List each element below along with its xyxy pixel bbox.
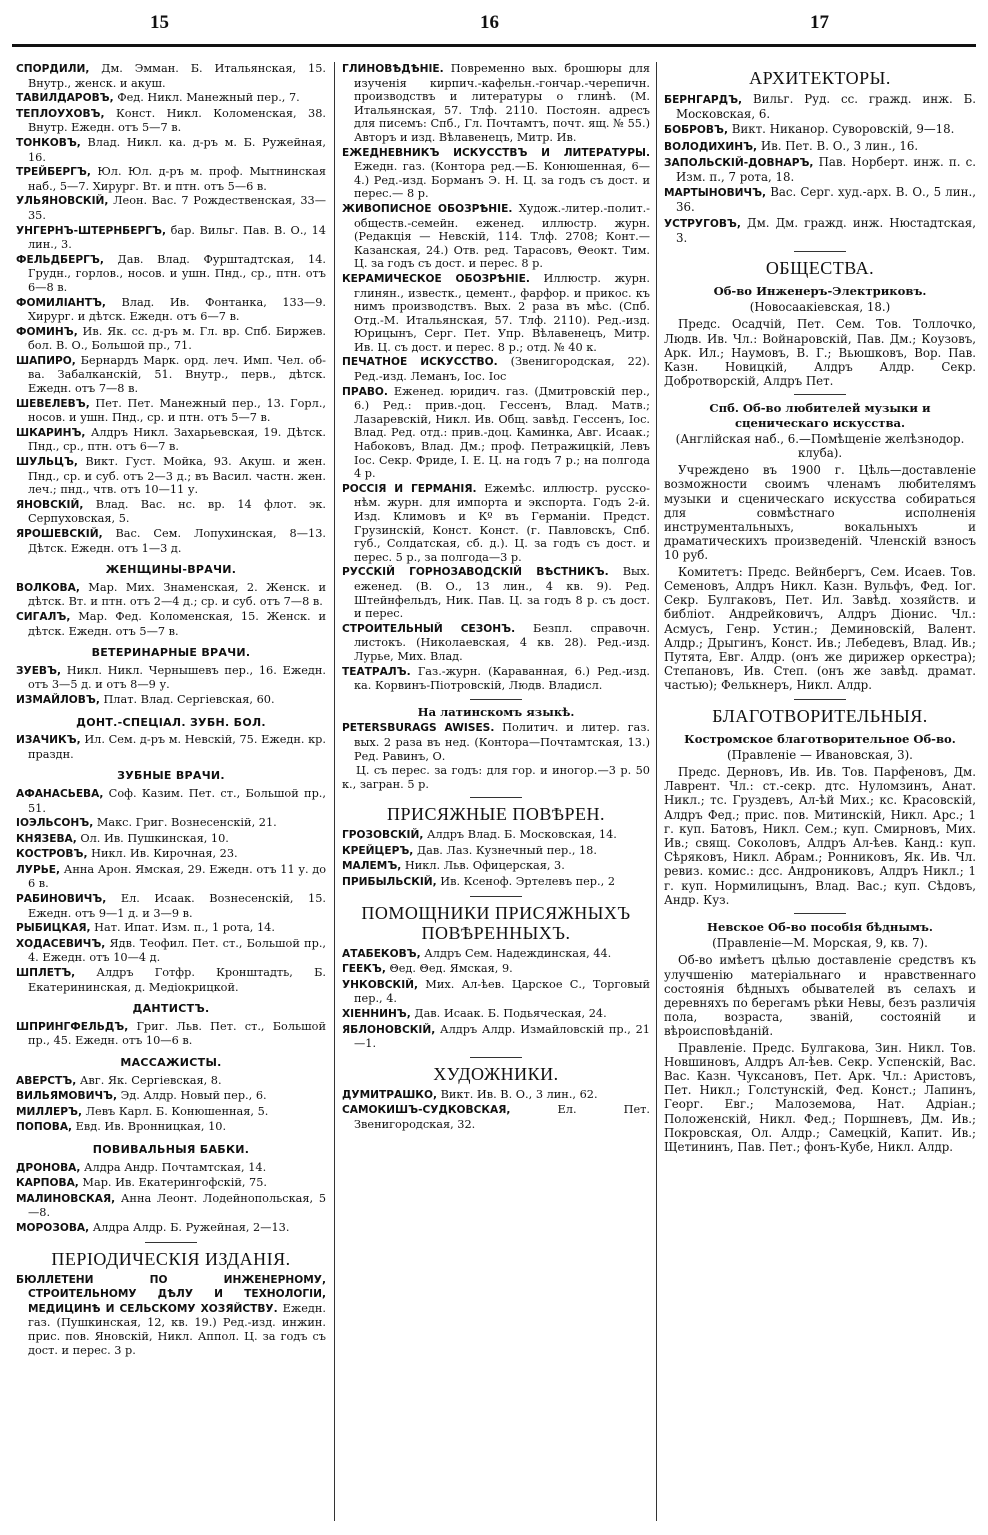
directory-entry xyxy=(16,527,326,555)
subheading: Невское Об-во пособія бѣднымъ. xyxy=(707,919,933,934)
entry-name: СПОРДИЛИ, xyxy=(16,63,90,75)
entry-details: Дав. Лаз. Кузнечный пер., 18. xyxy=(416,843,597,857)
entry-name: РАБИНОВИЧЪ, xyxy=(16,893,107,906)
entry-name: ШУЛЬЦЪ, xyxy=(16,456,78,469)
entry-name: ЕЖЕДНЕВНИКЪ ИСКУССТВЪ И ЛИТЕРАТУРЫ. xyxy=(342,146,650,159)
directory-entry xyxy=(664,155,976,184)
short-divider xyxy=(470,896,522,897)
entry-details: Мар. Мих. Знаменская, 2. Женск. и дѣтск. Вт. и птн. отъ 2—4 д.; ср. и суб. отъ 7—8 в. xyxy=(28,580,326,609)
entry-name: УНГЕРНЪ-ШТЕРНБЕРГЪ, xyxy=(16,224,166,237)
entry-name: УСТРУГОВЪ, xyxy=(664,217,741,230)
entry-name: ШЕВЕЛЕВЪ, xyxy=(16,397,90,410)
entry-details: Леон. Вас. 7 Рождественская, 33—35. xyxy=(28,194,326,222)
entry-details: Анна Леонт. Лодейнопольская, 5—8. xyxy=(28,1191,326,1220)
directory-entry xyxy=(342,622,650,664)
entry-details: Викт. Никанор. Суворовскій, 9—18. xyxy=(731,122,955,137)
directory-entry xyxy=(16,832,326,847)
entry-details: Вых. еженед. (В. О., 13 лин., 4 кв. 9). Ред. Штейнфельдъ, Ник. Пав. Ц. за годъ 8 р. съ дост. и перес. xyxy=(354,565,650,621)
entry-details: Ел. Пет. Звенигородская, 32. xyxy=(354,1103,650,1131)
paragraph: Предс. Осадчій, Пет. Сем. Тов. Толлочко, Людв. Ив. Чл.: Войнаровскій, Пав. Дм.; Коузовъ, Арк. Ил.; Наумовъ, В. Г.; Вьюшковъ, Вор. Пав. Казн. Новицкій, Алдръ Алдр. Секр. Добротворскій, Алдръ Пет. xyxy=(664,317,976,389)
entry-name: ХОДАСЕВИЧЪ, xyxy=(16,937,106,950)
entry-name: УНКОВСКІЙ, xyxy=(342,978,419,991)
entry-details: Никл. Никл. Чернышевъ пер., 16. Ежедн. отъ 3—5 д. и отъ 8—9 у. xyxy=(28,663,326,692)
directory-entry xyxy=(16,1273,326,1358)
entry-details: Ядв. Теофил. Пет. ст., Большой пр., 4. Ежедн. отъ 10—4 д. xyxy=(28,936,326,965)
entry-name: ВИЛЬЯМОВИЧЪ, xyxy=(16,1090,117,1103)
directory-entry xyxy=(16,581,326,609)
entry-name: ШАПИРО, xyxy=(16,354,76,367)
entry-details: Ел. Исаак. Вознесенскій, 15. Ежедн. отъ 9—1 д. и 3—9 в. xyxy=(28,892,326,920)
entry-details: Фед. Никл. Манежный пер., 7. xyxy=(117,91,300,105)
column-3 xyxy=(664,62,976,1521)
page-number-left: 15 xyxy=(150,12,169,33)
entry-details: Мар. Ив. Екатерингофскій, 75. xyxy=(82,1176,268,1190)
major-heading: ОБЩЕСТВА. xyxy=(765,258,875,279)
entry-name: ЗУЕВЪ, xyxy=(16,664,61,677)
directory-entry xyxy=(16,1074,326,1089)
directory-entry xyxy=(342,565,650,620)
entry-name: ТРЕЙБЕРГЪ, xyxy=(16,166,91,179)
entry-name: ЗАПОЛЬСКІЙ-ДОВНАРЪ, xyxy=(664,156,814,169)
entry-name: КЕРАМИЧЕСКОЕ ОБОЗРѢНІЕ. xyxy=(342,272,530,285)
major-heading: ПЕРІОДИЧЕСКІЯ ИЗДАНІЯ. xyxy=(51,1248,291,1269)
paragraph: Учреждено въ 1900 г. Цѣль—доставленіе возможности своимъ членамъ любителямъ музыки и сценическаго искусства собираться для совмѣстнаго исполненія инструментальныхъ, вокальныхъ и драматическихъ произведеній. Членскій взносъ 10 руб. xyxy=(664,463,976,563)
column-divider-left xyxy=(334,62,335,1521)
entry-details: Θед. Θед. Ямская, 9. xyxy=(389,962,513,976)
header-rule xyxy=(12,44,976,47)
entry-details: Алдръ Влад. Б. Московская, 14. xyxy=(427,828,617,842)
major-heading: БЛАГОТВОРИТЕЛЬНЫЯ. xyxy=(712,705,928,726)
directory-entry xyxy=(16,136,326,164)
entry-name: КНЯЗЕВА, xyxy=(16,832,77,845)
directory-entry xyxy=(342,272,650,355)
entry-name: РЫБИЦКАЯ, xyxy=(16,922,91,935)
column-1 xyxy=(16,62,326,1521)
entry-details: Пет. Пет. Манежный пер., 13. Горл., носов. и ушн. Пнд., ср. и птн. отъ 5—7 в. xyxy=(28,396,326,425)
entry-name: ПЕЧАТНОЕ ИСКУССТВО. xyxy=(342,356,498,369)
directory-entry xyxy=(342,1088,650,1103)
entry-name: ДУМИТРАШКО, xyxy=(342,1088,437,1101)
entry-details: Повременно вых. брошюры для изученія кирпич.-кафельн.-гончар.-черепичн. производствъ и литературы о глинѣ. (М. Итальянская, 57. Тлф. 2110. Постоян. адресъ для писемъ: Спб., Гл. Почтамтъ, почт. ящ. № 55.) Авторъ и изд. Вѣлавенецъ, Митр. Ив. xyxy=(354,62,650,144)
subheading: Об-во Инженеръ-Электриковъ. xyxy=(713,284,927,299)
entry-details: Ил. Сем. д-ръ м. Невскій, 75. Ежедн. кр. праздн. xyxy=(28,733,326,761)
entry-name: СТРОИТЕЛЬНЫЙ СЕЗОНЪ. xyxy=(342,622,516,635)
entry-name: ТАВИЛДАРОВЪ, xyxy=(16,92,114,105)
entry-details: Еженед. юридич. газ. (Дмитровскій пер., 6.) Ред.: прив.-доц. Гессенъ, Влад. Матв.; Лазаревскій, Никл. Ив. Общ. завѣд. Гессенъ, Іос. Влад. Ред. отд.: прив.-доц. Каминка, Авг. Исаак.; Набоковъ, Влад. Дм.; проф. Петражицкій, Левъ Іос. Секр. Фриде, І. Е. Ц. на годъ 7 р.; на полгода 4 р. xyxy=(354,384,650,481)
entry-name: БЕРНГАРДЪ, xyxy=(664,94,743,106)
entry-details: Мих. Ал-ѣев. Царское С., Торговый пер., 4. xyxy=(354,977,650,1006)
directory-entry xyxy=(664,216,976,245)
entry-name: ЖИВОПИСНОЕ ОБОЗРѢНІЕ. xyxy=(342,202,513,215)
directory-entry xyxy=(342,482,650,565)
entry-name: ЯБЛОНОВСКІЙ, xyxy=(342,1023,436,1036)
directory-entry xyxy=(664,139,976,154)
directory-entry xyxy=(16,1105,326,1120)
entry-details: Никл. Ив. Кирочная, 23. xyxy=(91,847,238,861)
entry-name: АФАНАСЬЕВА, xyxy=(16,787,104,800)
entry-name: ИЗМАЙЛОВЪ, xyxy=(16,693,100,706)
entry-details: Влад. Ив. Фонтанка, 133—9. Хирург. и дѣтск. Ежедн. отъ 6—7 в. xyxy=(28,295,326,324)
directory-entry xyxy=(16,847,326,862)
entry-name: ДРОНОВА, xyxy=(16,1161,81,1174)
directory-entry xyxy=(664,92,976,121)
entry-name: РОССІЯ И ГЕРМАНІЯ. xyxy=(342,482,477,495)
address-line: (Правленіе — Ивановская, 3). xyxy=(727,747,913,762)
entry-name: ГЛИНОВѢДѢНІЕ. xyxy=(342,63,444,75)
directory-entry xyxy=(16,62,326,90)
directory-entry xyxy=(16,966,326,994)
directory-entry xyxy=(16,892,326,920)
entry-name: PETERSBURAGS AWISES. xyxy=(342,722,495,735)
directory-entry xyxy=(664,185,976,214)
column-2 xyxy=(342,62,650,1521)
directory-entry xyxy=(16,1192,326,1220)
directory-entry xyxy=(342,355,650,383)
section-heading: ВЕТЕРИНАРНЫЕ ВРАЧИ. xyxy=(91,646,251,660)
directory-entry xyxy=(16,1120,326,1135)
directory-entry xyxy=(16,610,326,638)
directory-entry xyxy=(16,863,326,891)
entry-name: ХІЕННИНЪ, xyxy=(342,1008,411,1021)
entry-name: ИЗАЧИКЪ, xyxy=(16,734,81,747)
section-heading: ЗУБНЫЕ ВРАЧИ. xyxy=(117,769,225,783)
entry-details: Газ.-журн. (Караванная, 6.) Ред.-изд. ка. Корвинъ-Піотровскій, Людв. Владисл. xyxy=(354,664,650,693)
entry-name: УЛЬЯНОВСКІЙ, xyxy=(16,195,109,208)
entry-name: КОСТРОВЪ, xyxy=(16,848,88,861)
entry-details: Вас. Сем. Лопухинская, 8—13. Дѣтск. Ежедн. отъ 1—3 д. xyxy=(28,527,326,555)
entry-name: ТЕПЛОУХОВЪ, xyxy=(16,107,105,120)
entry-name: КРЕЙЦЕРЪ, xyxy=(342,844,414,857)
entry-details: Викт. Ив. В. О., 3 лин., 62. xyxy=(440,1087,598,1101)
directory-entry xyxy=(342,947,650,962)
entry-name: МАЛЕМЪ, xyxy=(342,860,402,873)
directory-entry xyxy=(16,1161,326,1176)
entry-details: Ол. Ив. Пушкинская, 10. xyxy=(80,831,229,845)
entry-name: АВЕРСТЪ, xyxy=(16,1074,77,1087)
entry-details: Дм. Эмман. Б. Итальянская, 15. Внутр., женск. и акуш. xyxy=(28,62,326,90)
entry-details: Бернардъ Марк. орд. леч. Имп. Чел. об-ва. Забалканскій, 51. Внутр., перв., дѣтск. Ежедн. отъ 7—8 в. xyxy=(28,353,326,396)
directory-entry xyxy=(16,733,326,761)
entry-details: Алдра Андр. Почтамтская, 14. xyxy=(83,1160,267,1174)
directory-entry xyxy=(342,146,650,201)
entry-name: ТОНКОВЪ, xyxy=(16,136,81,149)
major-heading: ПРИСЯЖНЫЕ ПОВѢРЕН. xyxy=(387,804,605,825)
directory-entry xyxy=(342,1023,650,1051)
entry-name: ПРАВО. xyxy=(342,385,388,398)
directory-entry xyxy=(342,828,650,843)
directory-entry xyxy=(342,62,650,145)
entry-name: ФОМИЛІАНТЪ, xyxy=(16,296,106,309)
section-heading: ДОНТ.-СПЕЦІАЛ. ЗУБН. БОЛ. xyxy=(76,715,266,729)
entry-name: ІОЭЛЬСОНЪ, xyxy=(16,817,94,830)
directory-entry xyxy=(16,921,326,936)
entry-details: Викт. Густ. Мойка, 93. Акуш. и жен. Пнд., ср. и суб. отъ 2—3 д.; въ Васил. частн. жен. леч.; пнд., чтв. отъ 10—11 у. xyxy=(28,455,326,497)
directory-entry xyxy=(342,385,650,481)
entry-details: Алдра Алдр. Б. Ружейная, 2—13. xyxy=(92,1220,290,1234)
entry-details: Алдръ Готфр. Кронштадть, Б. Екатерининская, д. Медіокрицкой. xyxy=(28,966,326,994)
entry-name: ТЕАТРАЛЪ. xyxy=(342,665,411,678)
entry-name: СИГАЛЪ, xyxy=(16,610,71,623)
entry-details: (Звенигородская, 22). Ред.-изд. Леманъ, Іос. Іос xyxy=(354,355,650,384)
directory-entry xyxy=(342,962,650,977)
entry-details: Безпл. справочн. листокъ. (Николаевская, 4 кв. 28). Ред.-изд. Лурье, Мих. Влад. xyxy=(354,621,650,663)
directory-entry xyxy=(342,1103,650,1131)
entry-details: Плат. Влад. Сергіевская, 60. xyxy=(103,692,275,706)
entry-name: ЯНОВСКІЙ, xyxy=(16,498,84,511)
directory-entry xyxy=(16,1176,326,1191)
entry-details: Алдръ Сем. Надеждинская, 44. xyxy=(424,946,612,960)
directory-entry xyxy=(16,498,326,526)
entry-details: Ежедн. газ. (Пушкинская, 12, кв. 19.) Ред.-изд. инжин. прис. пов. Яновскій, Никл. Аппол. Ц. за годъ съ дост. и перес. 3 р. xyxy=(28,1301,326,1357)
entry-name: ШПРИНГФЕЛЬДЪ, xyxy=(16,1020,129,1033)
entry-name: БЮЛЛЕТЕНИ ПО ИНЖЕНЕРНОМУ, СТРОИТЕЛЬНОМУ ДѢЛУ И ТЕХНОЛОГІИ, МЕДИЦИНѢ И СЕЛЬСКОМУ ХОЗЯЙСТВУ. xyxy=(16,1273,326,1315)
directory-entry xyxy=(16,787,326,815)
section-heading: ДАНТИСТЪ. xyxy=(132,1002,210,1016)
directory-entry xyxy=(16,455,326,497)
short-divider xyxy=(794,394,846,395)
entry-details: Влад. Никл. ка. д-ръ м. Б. Ружейная, 16. xyxy=(28,135,326,164)
directory-entry xyxy=(342,844,650,859)
entry-details: Левъ Карл. Б. Конюшенная, 5. xyxy=(85,1104,269,1118)
short-divider xyxy=(794,699,846,700)
directory-entry xyxy=(16,165,326,193)
entry-name: МИЛЛЕРЪ, xyxy=(16,1105,82,1118)
entry-name: МАЛИНОВСКАЯ, xyxy=(16,1192,116,1205)
entry-details: Мар. Фед. Коломенская, 15. Женск. и дѣтск. Ежедн. отъ 5—7 в. xyxy=(28,609,326,638)
directory-entry xyxy=(16,296,326,324)
entry-name: АТАБЕКОВЪ, xyxy=(342,947,421,960)
entry-name: ЯРОШЕВСКІЙ, xyxy=(16,528,103,540)
directory-entry xyxy=(342,978,650,1006)
page-number-center: 16 xyxy=(480,12,499,33)
paragraph: Ц. съ перес. за годъ: для гор. и иногор.—3 р. 50 к., загран. 5 р. xyxy=(342,764,650,791)
entry-details: Ив. Як. сс. д-ръ м. Гл. вр. Спб. Биржев. бол. В. О., Большой пр., 71. xyxy=(28,324,326,353)
entry-name: САМОКИШЪ-СУДКОВСКАЯ, xyxy=(342,1104,511,1117)
entry-details: бар. Вильг. Пав. В. О., 14 лин., 3. xyxy=(28,223,326,252)
entry-details: Худож.-литер.-полит.-обществ.-семейн. еженед. иллюстр. журн. (Редакція — Невскій, 114. Тлф. 2708; Конт.—Казанская, 24.) Отв. ред. Тарасовъ, Θеокт. Тим. Ц. за годъ съ дост. и перес. 8 р. xyxy=(354,201,650,271)
entry-name: ГРОЗОВСКІЙ, xyxy=(342,829,424,842)
entry-details: Иллюстр. журн. глинян., известк., цемент., фарфор. и прикос. къ нимъ производствъ. Вых. 2 раза въ мѣс. (Спб. Отд.-М. Итальянская, 57. Тлф. 2110). Ред.-изд. Юрицынъ, Серг. Пет. Упр. Вѣлавенецъ, Митр. Ив. Ц. съ дост. и перес. 8 р.; отд. № 40 к. xyxy=(354,271,650,354)
directory-entry xyxy=(342,721,650,763)
entry-details: Политич. и литер. газ. вых. 2 раза въ нед. (Контора—Почтамтская, 13.) Ред. Равинъ, О. xyxy=(354,721,650,763)
short-divider xyxy=(470,797,522,798)
directory-entry xyxy=(16,253,326,295)
directory-entry xyxy=(342,859,650,874)
entry-name: БОБРОВЪ, xyxy=(664,124,728,137)
entry-details: Эд. Алдр. Новый пер., 6. xyxy=(120,1089,267,1103)
entry-name: ГЕЕКЪ, xyxy=(342,963,386,976)
subheading: Костромское благотворительное Об-во. xyxy=(684,731,956,746)
entry-details: Дав. Влад. Фурштадтская, 14. Грудн., горлов., носов. и ушн. Пнд., ср., птн. отъ 6—8 в. xyxy=(28,252,326,294)
entry-name: ВОЛКОВА, xyxy=(16,581,80,594)
entry-details: Нат. Ипат. Изм. п., 1 рота, 14. xyxy=(94,921,275,935)
entry-details: Конст. Никл. Коломенская, 38. Внутр. Ежедн. отъ 5—7 в. xyxy=(28,106,326,135)
entry-details: Ив. Ксеноф. Эртелевъ пер., 2 xyxy=(440,875,616,889)
entry-name: ШКАРИНЪ, xyxy=(16,426,86,439)
directory-entry xyxy=(664,122,976,137)
directory-entry xyxy=(16,1020,326,1048)
directory-entry xyxy=(16,937,326,965)
column-divider-right xyxy=(656,62,657,1521)
entry-details: Евд. Ив. Вронницкая, 10. xyxy=(75,1120,227,1134)
directory-entry xyxy=(16,194,326,222)
entry-details: Авг. Як. Сергіевская, 8. xyxy=(79,1073,222,1087)
entry-details: Григ. Льв. Пет. ст., Большой пр., 45. Ежедн. отъ 10—6 в. xyxy=(28,1019,326,1048)
directory-entry xyxy=(16,1089,326,1104)
entry-name: ПОПОВА, xyxy=(16,1121,73,1134)
entry-details: Макс. Григ. Вознесенскій, 21. xyxy=(96,816,277,830)
directory-entry xyxy=(16,816,326,831)
entry-details: Вильг. Руд. сс. гражд. инж. Б. Московская, 6. xyxy=(676,92,976,122)
major-heading: ХУДОЖНИКИ. xyxy=(433,1063,559,1084)
directory-entry xyxy=(342,202,650,271)
entry-details: Пав. Норберт. инж. п. с. Изм. п., 7 рота, 18. xyxy=(676,154,976,185)
directory-entry xyxy=(342,665,650,693)
entry-details: Ежедн. газ. (Контора ред.—Б. Конюшенная, 6—4.) Ред.-изд. Борманъ Э. Н. Ц. за годъ съ дост. и перес.— 8 р. xyxy=(354,160,650,201)
entry-details: Никл. Льв. Офицерская, 3. xyxy=(404,859,565,873)
entry-details: Ив. Пет. В. О., 3 лин., 16. xyxy=(760,138,919,153)
address-line: (Правленіе—М. Морская, 9, кв. 7). xyxy=(712,936,928,951)
entry-details: Алдръ Никл. Захарьевская, 19. Дѣтск. Пнд., ср., птн. отъ 6—7 в. xyxy=(28,425,326,454)
subheading: На латинскомъ языкѣ. xyxy=(417,704,575,719)
directory-entry xyxy=(16,1221,326,1236)
subheading: Спб. Об-во любителей музыки и сценическаго искусства. xyxy=(709,401,931,430)
short-divider xyxy=(145,1242,197,1243)
directory-entry xyxy=(16,693,326,708)
directory-entry xyxy=(16,426,326,454)
entry-name: ВОЛОДИХИНЪ, xyxy=(664,140,758,153)
short-divider xyxy=(470,699,522,700)
entry-details: Юл. Юл. д-ръ м. проф. Мытнинская наб., 5—7. Хирург. Вт. и птн. отъ 5—6 в. xyxy=(28,165,326,193)
short-divider xyxy=(794,913,846,914)
short-divider xyxy=(470,1057,522,1058)
entry-name: МОРОЗОВА, xyxy=(16,1221,90,1234)
directory-entry xyxy=(342,1007,650,1022)
major-heading: АРХИТЕКТОРЫ. xyxy=(749,68,891,88)
section-heading: ПОВИВАЛЬНЫЯ БАБКИ. xyxy=(92,1142,250,1156)
directory-entry xyxy=(342,875,650,890)
entry-details: Влад. Вас. нс. вр. 14 флот. эк. Серпуховская, 5. xyxy=(28,497,326,526)
entry-name: ШПЛЕТЪ, xyxy=(16,967,76,980)
page-number-right: 17 xyxy=(810,12,829,33)
directory-entry xyxy=(16,354,326,396)
directory-entry xyxy=(16,664,326,692)
address-line: (Англійская наб., 6.—Помѣщеніе желѣзнодор. клуба). xyxy=(675,431,965,461)
entry-details: Анна Арон. Ямская, 29. Ежедн. отъ 11 у. до 6 в. xyxy=(28,862,326,891)
major-heading: ПОМОЩНИКИ ПРИСЯЖНЫХЪ ПОВѢРЕННЫХЪ. xyxy=(361,902,631,943)
section-heading: МАССАЖИСТЫ. xyxy=(120,1056,222,1069)
paragraph: Комитетъ: Предс. Вейнбергъ, Сем. Исаев. Тов. Семеновъ, Алдръ Никл. Казн. Вульфъ, Фед. Іог. Секр. Булгаковъ, Пет. Ил. Завѣд. хозяйств. и библіот. Андрейковичъ, Алдръ Діонис. Чл.: Асмусъ, Генр. Устин.; Деминовскій, Валент. Алдр.; Дрыгинъ, Конст. Ив.; Лебедевъ, Влад. Ив.; Путята, Евг. Алдр. (онъ же дирижер оркестра); Степановъ, Ив. Степ. (онъ же завѣд. драмат. частью); Фелькнеръ, Никл. Алдр. xyxy=(664,564,976,693)
entry-name: ФОМИНЪ, xyxy=(16,325,78,338)
entry-details: Соф. Казим. Пет. ст., Большой пр., 51. xyxy=(28,786,326,815)
entry-name: ФЕЛЬДБЕРГЪ, xyxy=(16,253,104,266)
address-line: (Новосаакіевская, 18.) xyxy=(749,300,891,315)
short-divider xyxy=(794,251,846,252)
directory-entry xyxy=(16,325,326,353)
directory-entry xyxy=(16,224,326,252)
entry-name: РУССКІЙ ГОРНОЗАВОДСКІЙ ВѢСТНИКЪ. xyxy=(342,566,609,579)
entry-details: Вас. Серг. худ.-арх. В. О., 5 лин., 36. xyxy=(676,185,976,215)
paragraph: Правленіе. Предс. Булгакова, Зин. Никл. Тов. Новшиновъ, Алдръ Ал-ѣев. Секр. Успенскій, Вас. Вас. Казн. Чуксановъ, Пет. Арк. Чл.: Аристовъ, Пет. Никл.; Голстунскій, Фед. Конст.; Лапинъ, Георг. Евг.; Малоземова, Нат. Адріан.; Положенскій, Никл. Фед.; Поршневъ, Дм. Ив.; Покровская, Ол. Алдр.; Самецкій, Капит. Ив.; Щетининъ, Пав. Пет.; фонъ-Кубе, Никл. Алдр. xyxy=(664,1040,976,1154)
entry-details: Алдръ Алдр. Измайловскій пр., 21—1. xyxy=(354,1022,650,1051)
section-heading: ЖЕНЩИНЫ-ВРАЧИ. xyxy=(105,563,237,577)
entry-name: ПРИБЫЛЬСКІЙ, xyxy=(342,876,437,889)
entry-name: МАРТЫНОВИЧЪ, xyxy=(664,187,767,200)
directory-entry xyxy=(16,91,326,106)
entry-details: Ежемѣс. иллюстр. русско-нѣм. журн. для импорта и экспорта. Годъ 2-й. Изд. Климовъ и Кº въ Германіи. Предст. Грузинскій, Конст. Конст. (г. Павловскъ, Спб. губ., Солдатская, сб. д.). Ц. за годъ съ дост. и перес. 5 р., за полгода—3 р. xyxy=(354,481,650,564)
paragraph: Предс. Дерновъ, Ив. Ив. Тов. Парфеновъ, Дм. Лаврент. Чл.: ст.-секр. дтс. Нуломзинъ, Анат. Никл.; тс. Груздевъ, Ал-ѣй Мих.; кс. Красовскій, Алдръ Фед.; прис. пов. Митинскій, Никл. Арс.; 1 г. куп. Батовъ, Никл. Сем.; куп. Смирновъ, Мих. Ив.; свящ. Соколовъ, Алдръ Ал-ѣев. Канд.: куп. Сѣряковъ, Никл. Абрам.; Ронниковъ, Як. Ив. Чл. ревиз. комис.: дсс. Андрониковъ, Алдръ Никл.; 1 г. куп. Нормилицынъ, Влад. Вас.; куп. Сѣдовъ, Андр. Куз. xyxy=(664,764,976,907)
paragraph: Об-во имѣетъ цѣлью доставленіе средствъ къ улучшенію матеріальнаго и нравственнаго состоянія бѣдныхъ обывателей въ селахъ и деревняхъ по берегамъ рѣки Невы, безъ различія пола, возраста, званій, состояній и вѣроисповѣданій. xyxy=(664,953,976,1039)
entry-name: КАРПОВА, xyxy=(16,1177,79,1190)
entry-details: Дав. Исаак. Б. Подьяческая, 24. xyxy=(414,1007,607,1021)
entry-name: ЛУРЬЕ, xyxy=(16,863,61,876)
directory-entry xyxy=(16,397,326,425)
entry-details: Дм. Дм. гражд. инж. Нюстадтская, 3. xyxy=(676,215,976,245)
directory-entry xyxy=(16,107,326,135)
